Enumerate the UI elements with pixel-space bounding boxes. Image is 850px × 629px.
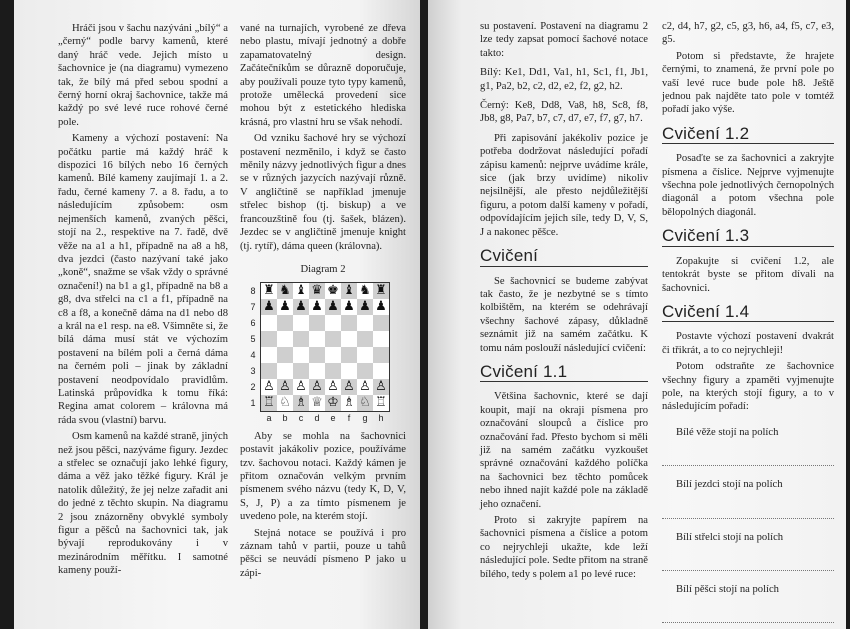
- right-column-2: [662, 20, 834, 623]
- rank-labels: [248, 283, 258, 411]
- paragraph: Aby se mohla na šachovnici postavit jakákoliv pozice, používáme tzv. šachovou notaci. Každý kámen je přitom označován velkým prvním písmenem svého názvu (tedy K, D, V, S, J, P) a za tímto písmenem je uvedeno pole, na kterém stojí.: [240, 430, 406, 523]
- answer-blank-line: [662, 596, 834, 623]
- chess-piece-square: ♟: [373, 299, 389, 315]
- heading-cviceni-1-2: Cvičení 1.2: [662, 127, 834, 144]
- heading-cviceni-1-3: Cvičení 1.3: [662, 229, 834, 246]
- paragraph: Černý: Ke8, Dd8, Va8, h8, Sc8, f8, Jb8, g8, Pa7, b7, c7, d7, e7, f7, g7, h7.: [480, 100, 648, 125]
- board-square: [325, 315, 341, 331]
- file-label: e: [330, 413, 336, 424]
- board-square: [293, 363, 309, 379]
- chess-piece-square: ♟: [293, 299, 309, 315]
- answer-blank-line: [662, 439, 834, 466]
- chess-piece-square: ♝: [341, 283, 357, 299]
- board-square: [357, 315, 373, 331]
- chess-piece-square: ♕: [309, 395, 325, 411]
- chess-piece-square: ♞: [277, 283, 293, 299]
- chess-piece-square: ♟: [309, 299, 325, 315]
- board-square: [373, 363, 389, 379]
- board-square: [277, 347, 293, 363]
- paragraph: Stejná notace se používá i pro záznam tahů v partii, pouze u tahů pěšci se neuvádí písmeno P jako u zápi-: [240, 527, 406, 579]
- board-square: [277, 315, 293, 331]
- rank-label: 2: [250, 382, 256, 393]
- board-square: [357, 363, 373, 379]
- chess-piece-square: ♙: [261, 379, 277, 395]
- board-square: [261, 315, 277, 331]
- answer-item: [662, 426, 834, 466]
- answer-prompt: Bílí střelci stojí na polích: [676, 531, 784, 543]
- paragraph: Potom odstraňte ze šachovnice všechny figury a zpaměti vyjmenujte pole, na kterých stojí figury, a to v následujícím pořadí:: [662, 361, 834, 413]
- chess-piece-square: ♞: [357, 283, 373, 299]
- chess-piece-square: ♜: [373, 283, 389, 299]
- board-square: [293, 347, 309, 363]
- chess-piece-square: ♙: [357, 379, 373, 395]
- chess-piece-square: ♜: [261, 283, 277, 299]
- board-square: [309, 331, 325, 347]
- file-label: d: [314, 413, 320, 424]
- board-square: [373, 331, 389, 347]
- board-square: [341, 347, 357, 363]
- chess-piece-square: ♛: [309, 283, 325, 299]
- board-square: [341, 331, 357, 347]
- answer-blank-line: [662, 544, 834, 571]
- board-square: [309, 315, 325, 331]
- board-square: [309, 363, 325, 379]
- right-column-2-top-text: [662, 20, 834, 117]
- cviceni-1-3-text: Zopakujte si cvičení 1.2, ale tentokrát byste se přitom dívali na šachovnici.: [662, 255, 834, 294]
- paragraph: Hráči jsou v šachu nazýváni „bílý“ a „černý“ podle barvy kamenů, které daný hráč vede. Jejich místo u šachovnice je (na diagramu) vymezeno tak, že bílý má před sebou spodní a černý horní okraj šachovnice, takže má každý po své levé ruce rohové černé pole.: [58, 23, 228, 128]
- board-square: [309, 347, 325, 363]
- board-square: [261, 331, 277, 347]
- paragraph: Od vzniku šachové hry se výchozí postavení nezměnilo, i když se často měnily názvy jednotlivých figur a dnes se v různých jazycích nazývají různě. V angličtině se například jmenuje střelec bishop (tj. biskup) a ve francouzštině fou (tj. šašek, blázen). Jezdec se v angličtině jmenuje knight (tj. rytíř), dáma queen (královna).: [240, 133, 406, 252]
- rank-label: 4: [250, 350, 256, 361]
- answer-prompt: Bílé věže stojí na polích: [676, 426, 779, 438]
- right-column-1: [480, 20, 648, 581]
- chess-piece-square: ♟: [261, 299, 277, 315]
- chess-piece-square: ♖: [373, 395, 389, 411]
- heading-cviceni-1-1: Cvičení 1.1: [480, 365, 648, 382]
- paragraph: Bílý: Ke1, Dd1, Va1, h1, Sc1, f1, Jb1, g1, Pa2, b2, c2, d2, e2, f2, g2, h2.: [480, 67, 648, 92]
- board-square: [373, 347, 389, 363]
- left-column-2-top-text: [240, 22, 406, 253]
- chess-piece-square: ♙: [277, 379, 293, 395]
- file-label: c: [298, 413, 304, 424]
- chess-diagram: [248, 282, 398, 425]
- board-square: [293, 331, 309, 347]
- board-square: [293, 315, 309, 331]
- rank-label: 5: [250, 334, 256, 345]
- chess-piece-square: ♘: [277, 395, 293, 411]
- paragraph: Postavte výchozí postavení dvakrát či třikrát, a to co nejrychleji!: [662, 331, 834, 356]
- board-square: [373, 315, 389, 331]
- board-square: [277, 331, 293, 347]
- cviceni-1-4-text: [662, 330, 834, 413]
- chess-piece-square: ♙: [325, 379, 341, 395]
- board-square: [341, 363, 357, 379]
- left-column-2-bottom-text: [240, 430, 406, 580]
- paragraph: Kameny a výchozí postavení: Na počátku partie má každý hráč k dispozici 16 bílých nebo 16 černých kamenů. Bílé kameny zaujímají 1. a 2. řadu, černé kameny 7. a 8. řadu, a to následujícím způsobem: osm nejmenších kamenů, zvaných pěšci, stojí na 2., respektive na 7. řadě, dvě věže na a1 a h1, případně na a8 a h8, dva jezdci (často nazývaní také jako „koně“, snažme se však vždy o správné označení!) na b1 a g1, případně na b8 a g8, dva střelci na c1 a f1, případně na c8 a f8, a konečně dáma na d1 nebo d8 a král na e1 resp. na e8. Všimněte si, že bílá dáma musí stát ve výchozím postavení na bílém poli a černá dáma na černém poli – jinak by základní postavení neodpovídalo pravidlům. Latinská průpovídka k tomu říká: Regina amat colorem – královna má ráda svou (vlastní) barvu.: [58, 133, 228, 426]
- file-label: b: [282, 413, 288, 424]
- chess-piece-square: ♝: [293, 283, 309, 299]
- answer-lines: [662, 426, 834, 624]
- rank-label: 1: [250, 398, 256, 409]
- rank-label: 3: [250, 366, 256, 377]
- chess-piece-square: ♗: [293, 395, 309, 411]
- left-page: [14, 0, 420, 629]
- left-column-2: [240, 22, 406, 580]
- paragraph: vané na turnajích, vyrobené ze dřeva nebo plastu, mívají jednotný a dobře zapamatovatelný design. Začátečníkům se důrazně doporučuje, aby používali pouze tyto typy kamenů, protože umělecká provedení sice mohou být z estetického hlediska krásná, pro vlastní hru se však nehodí.: [240, 23, 406, 128]
- chessboard: [260, 282, 390, 412]
- file-label: f: [347, 413, 351, 424]
- board-square: [325, 347, 341, 363]
- rank-label: 6: [250, 318, 256, 329]
- chess-piece-square: ♙: [309, 379, 325, 395]
- left-column-1: [58, 22, 228, 578]
- heading-cviceni-1-4: Cvičení 1.4: [662, 305, 834, 322]
- board-square: [277, 363, 293, 379]
- chess-piece-square: ♟: [325, 299, 341, 315]
- answer-prompt: Bílí pěšci stojí na polích: [676, 583, 779, 595]
- answer-blank-line: [662, 492, 834, 519]
- answer-item: [662, 478, 834, 518]
- paragraph: su postavení. Postavení na diagramu 2 lze tedy zapsat pomocí šachové notace takto:: [480, 21, 648, 59]
- heading-cviceni: Cvičení: [480, 249, 648, 266]
- chess-piece-square: ♗: [341, 395, 357, 411]
- chess-piece-square: ♙: [293, 379, 309, 395]
- cviceni-1-2-text: Posaďte se za šachovnici a zakryjte písmena a číslice. Nejprve vyjmenujte všechna pole jednotlivých černopolných diagonál a potom všechna pole bělopolných diagonál.: [662, 153, 834, 218]
- board-square: [325, 363, 341, 379]
- chess-piece-square: ♟: [277, 299, 293, 315]
- cviceni-text: Se šachovnicí se budeme zabývat tak často, že je nezbytné se s tímto kolbištěm, na kterém se odehrávají všechny šachové zápasy, důkladně seznámit již na samém začátku. K tomu nám poslouží následující cvičení:: [480, 275, 648, 354]
- board-square: [357, 347, 373, 363]
- paragraph: Při zapisování jakékoliv pozice je potřeba dodržovat následující pořadí zápisu kamenů: nejprve uvádíme krále, sice (jak brzy uvidíme) nikoliv nejsilnější, ale přesto nejdůležitější figuru, a potom další kameny v pořadí, odpovídajícím jejich síle, tedy D, V, S, J a nakonec pěšce.: [480, 132, 648, 238]
- chess-piece-square: ♙: [373, 379, 389, 395]
- paragraph: Osm kamenů na každé straně, jiných než jsou pěšci, nazýváme figury. Jezdec a střelec se označují jako lehké figury, dáma a věž jako těžké figury. Král je natolik důležitý, že jej nelze zařadit ani do jedné z těchto skupin. Na diagramu 2 jsou znázorněny obvyklé symboly figur a pěšců na šachovnici tak, jak bývají reprodukovány i v mezinárodním měřítku. I samotné kameny použí-: [58, 431, 228, 577]
- paragraph: Potom si představte, že hrajete černými, to znamená, že první pole po vaší levé ruce bude pole h8. Ještě jednou pak najděte tato pole v tomtéž pořadí jako výše.: [662, 50, 834, 116]
- chess-piece-square: ♘: [357, 395, 373, 411]
- right-page: [428, 0, 846, 629]
- chess-piece-square: ♙: [341, 379, 357, 395]
- paragraph: c2, d4, h7, g2, c5, g3, h6, a4, f5, c7, e3, g5.: [662, 21, 834, 46]
- file-label: g: [362, 413, 368, 424]
- answer-item: [662, 583, 834, 623]
- paragraph: Proto si zakryjte papírem na šachovnici písmena a číslice a potom co nejrychleji ukažte, kde leží následující pole. Sedte přitom na straně bílého, tedy s polem a1 po levé ruce:: [480, 515, 648, 580]
- board-square: [261, 347, 277, 363]
- answer-item: [662, 531, 834, 571]
- file-labels: [261, 412, 389, 425]
- file-label: h: [378, 413, 384, 424]
- rank-label: 8: [250, 286, 256, 297]
- notation-text: [480, 20, 648, 239]
- chess-piece-square: ♟: [357, 299, 373, 315]
- chess-piece-square: ♔: [325, 395, 341, 411]
- chess-piece-square: ♟: [341, 299, 357, 315]
- diagram-caption: Diagram 2: [300, 263, 346, 275]
- board-square: [357, 331, 373, 347]
- chess-piece-square: ♚: [325, 283, 341, 299]
- file-label: a: [266, 413, 272, 424]
- answer-prompt: Bílí jezdci stojí na polích: [676, 479, 783, 491]
- paragraph: Většina šachovnic, které se dají koupit, mají na okraji písmena pro označování sloupců a číslice pro označování řad. Přesto bychom si měli již na samém začátku vyzkoušet správné označování každého políčka na šachovnici bez těchto pomůcek nebo ihned najít každé pole na základě jeho označení.: [480, 391, 648, 510]
- cviceni-1-1-text: [480, 390, 648, 581]
- board-square: [325, 331, 341, 347]
- board-square: [261, 363, 277, 379]
- board-square: [341, 315, 357, 331]
- rank-label: 7: [250, 302, 256, 313]
- chess-piece-square: ♖: [261, 395, 277, 411]
